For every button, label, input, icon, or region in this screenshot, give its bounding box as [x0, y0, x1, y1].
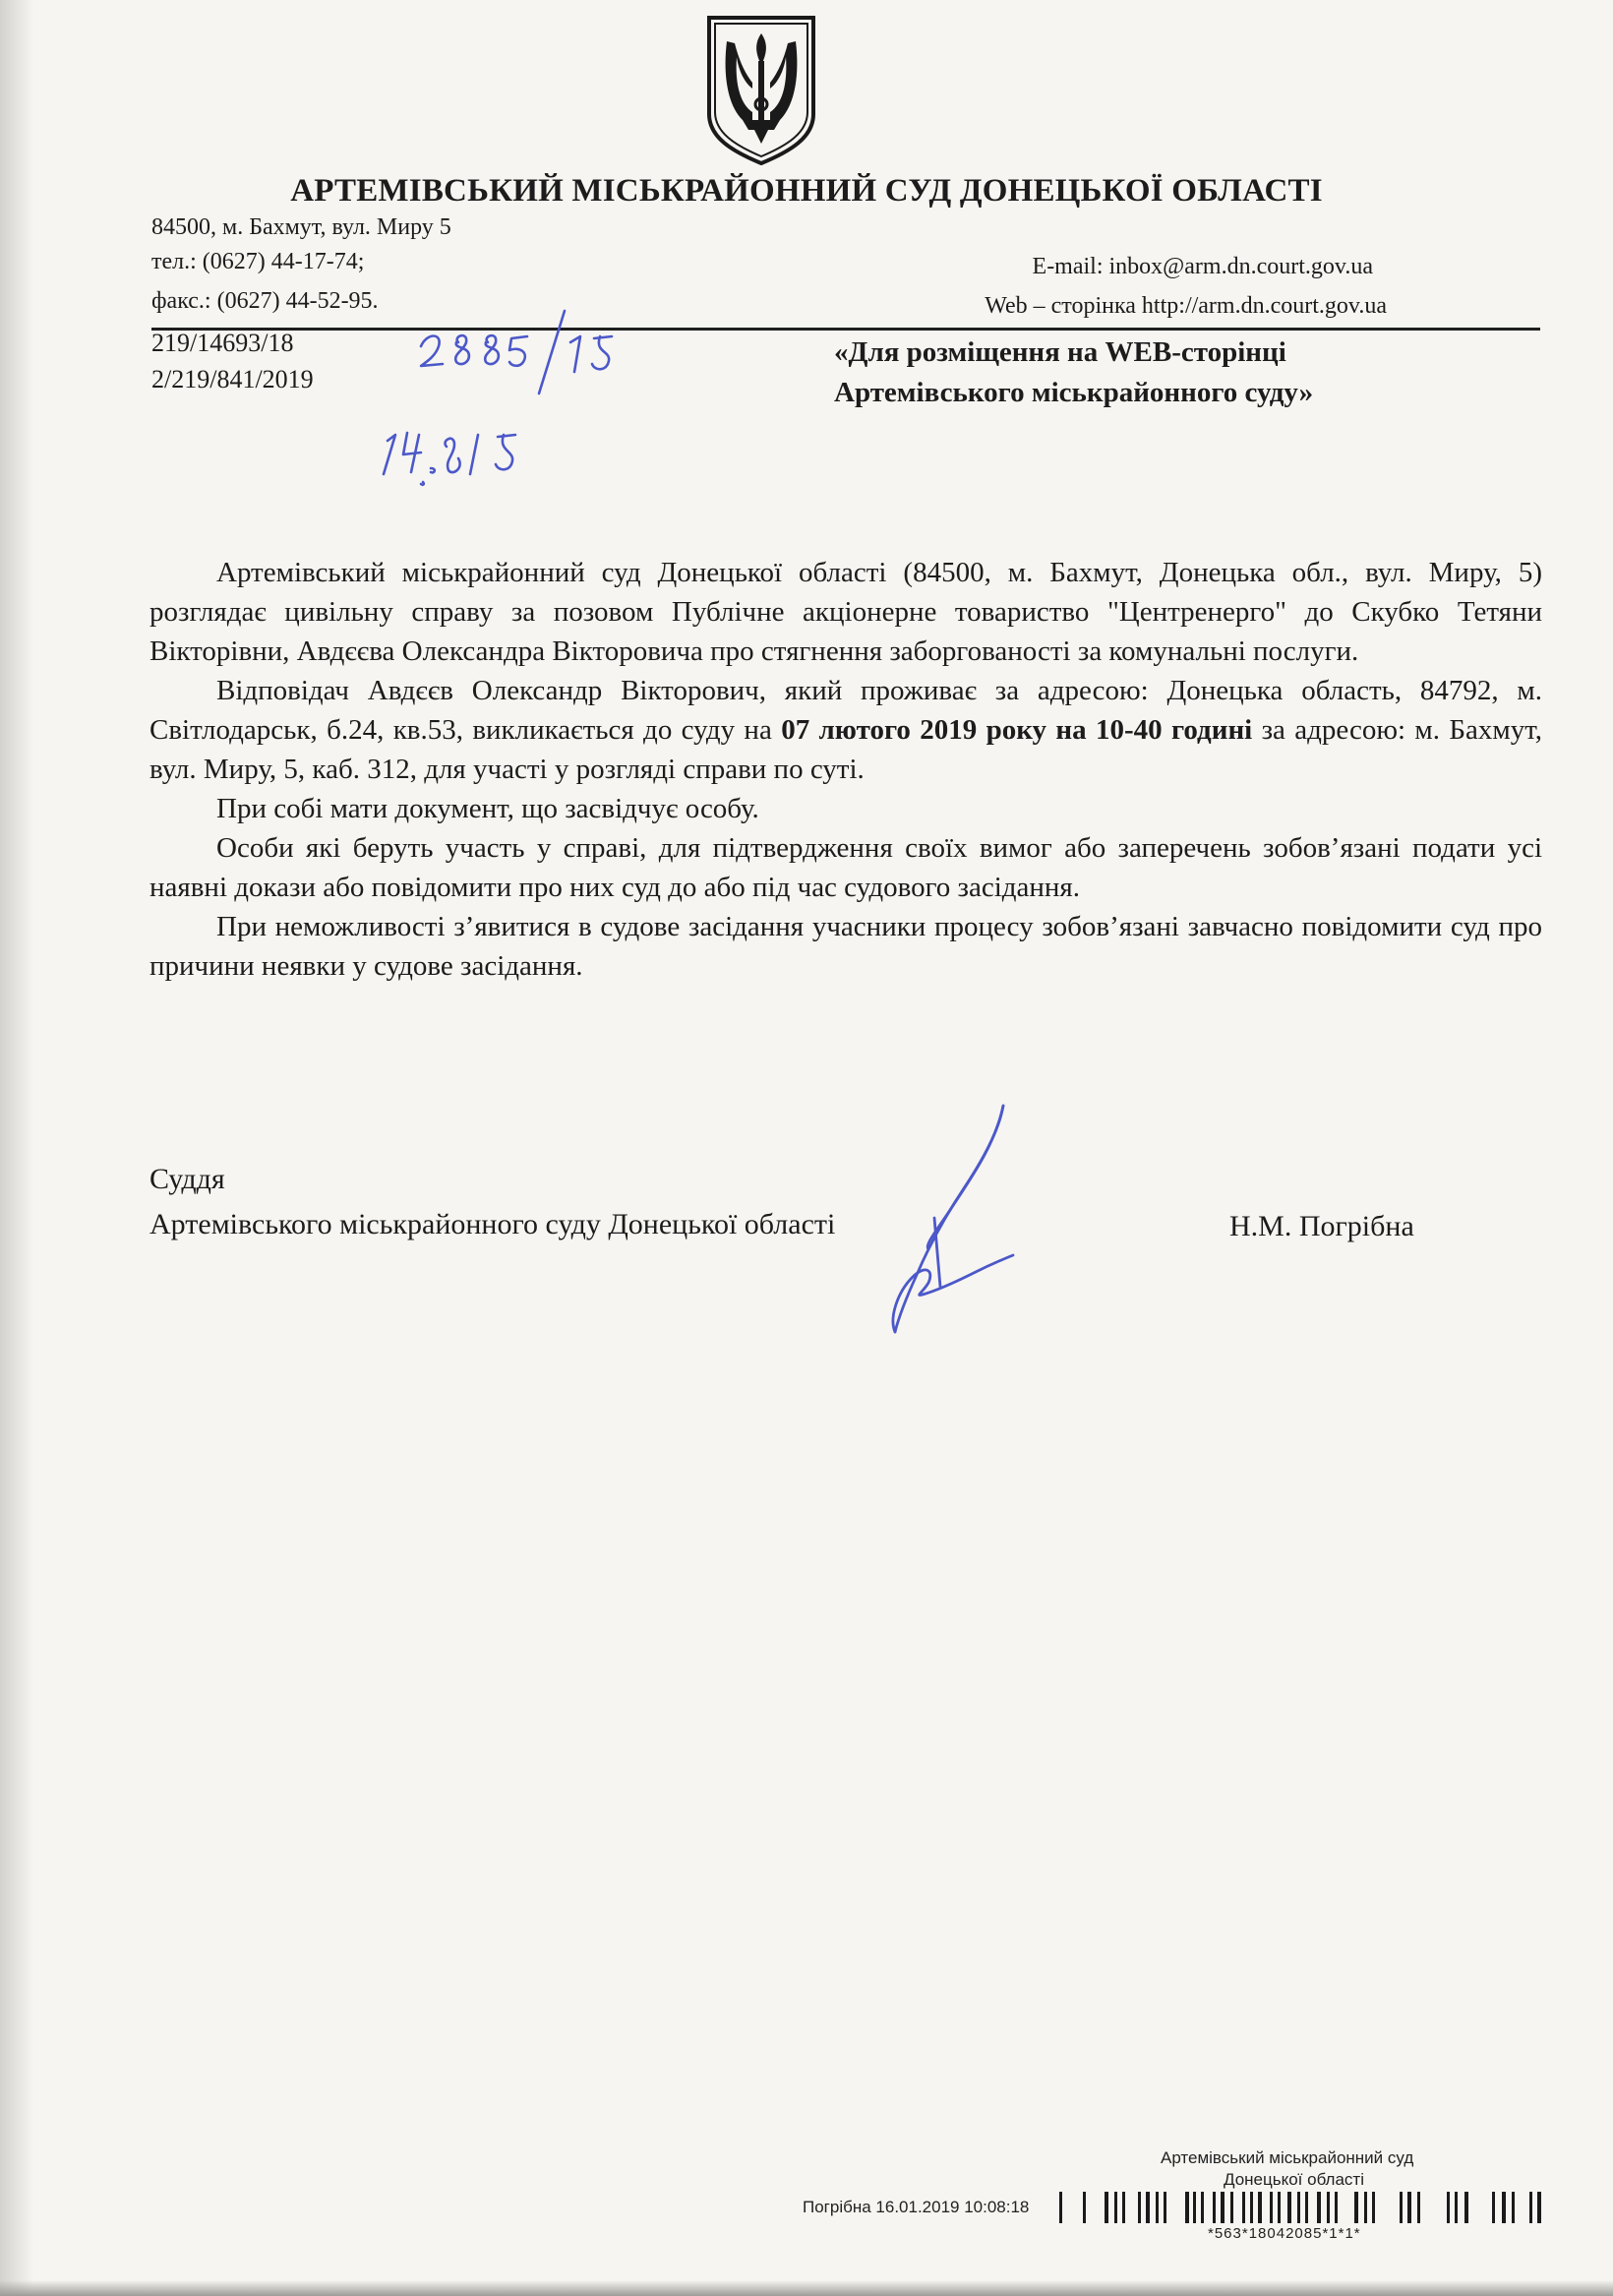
- signature-title: Суддя: [149, 1163, 225, 1195]
- summons-date-time: 07 лютого 2019 року на 10-40 годині: [781, 714, 1253, 746]
- court-fax: факс.: (0627) 44-52-95.: [151, 288, 379, 314]
- court-phone: тел.: (0627) 44-17-74;: [151, 249, 365, 274]
- court-website: Web – сторінка http://arm.dn.court.gov.ua: [985, 293, 1387, 319]
- handwritten-date-note: [376, 413, 572, 492]
- notice-body: [149, 553, 1542, 986]
- paragraph-identity-document: При собі мати документ, що засвідчує особу.: [216, 793, 759, 824]
- court-name-heading: АРТЕМІВСЬКИЙ МІСЬКРАЙОННИЙ СУД ДОНЕЦЬКОЇ ОБЛАСТІ: [290, 173, 1323, 209]
- header-divider: [151, 328, 1540, 331]
- court-email: E-mail: inbox@arm.dn.court.gov.ua: [1032, 254, 1373, 279]
- stamp-court-line2: Донецької області: [1224, 2170, 1364, 2189]
- coat-of-arms-icon: [703, 14, 819, 165]
- web-note-line1: «Для розміщення на WEB-сторінці: [834, 336, 1286, 368]
- paragraph-absence-notice: При неможливості з’явитися в судове засідання учасники процесу зобов’язані завчасно повідомити суд про причини неявки у судове засідання.: [149, 911, 1542, 982]
- stamp-court-line1: Артемівський міськрайонний суд: [1161, 2148, 1414, 2167]
- paragraph-evidence: Особи які беруть участь у справі, для підтвердження своїх вимог або заперечень зобов’язані подати усі наявні докази або повідомити про них суд до або під час судового засідання.: [149, 832, 1542, 903]
- summons-text-start: Відповідач Авдєєв Олександр Вікторович, який проживає за адресою: Донецька область, 84792, м. Світлодарськ, б.24, кв.53, викликається до суду на: [149, 675, 1542, 746]
- proceeding-number: 2/219/841/2019: [151, 365, 314, 393]
- case-number: 219/14693/18: [151, 329, 294, 357]
- web-publication-note: [834, 332, 1313, 413]
- handwritten-reg-number: [417, 303, 633, 401]
- page-edge-shadow: [0, 0, 33, 2296]
- paragraph-case-description: Артемівський міськрайонний суд Донецької області (84500, м. Бахмут, Донецька обл., вул. Миру, 5) розглядає цивільну справу за позовом Публічне акціонерне товариство "Центренерго" до Скубко Тетяни Вікторівни, Авдєєва Олександра Вікторовича про стягнення заборгованості за комунальні послуги.: [149, 557, 1542, 667]
- judge-name: Н.М. Погрібна: [1229, 1210, 1414, 1242]
- judge-signature: [826, 1100, 1023, 1346]
- signature-court: Артемівського міськрайонного суду Донецької області: [149, 1208, 836, 1240]
- web-note-line2: Артемівського міськрайонного суду»: [834, 377, 1314, 408]
- barcode-text: *563*18042085*1*1*: [1208, 2225, 1361, 2242]
- paragraph-summons: [149, 671, 1542, 789]
- barcode-icon: [1059, 2192, 1541, 2229]
- summons-text-end: за адресою: м. Бахмут, вул. Миру, 5, каб. 312, для участі у розгляді справи по суті.: [149, 714, 1542, 785]
- court-address: 84500, м. Бахмут, вул. Миру 5: [151, 214, 451, 240]
- stamp-author-timestamp: Погрібна 16.01.2019 10:08:18: [803, 2198, 1030, 2216]
- page-bottom-shadow: [0, 2280, 1613, 2296]
